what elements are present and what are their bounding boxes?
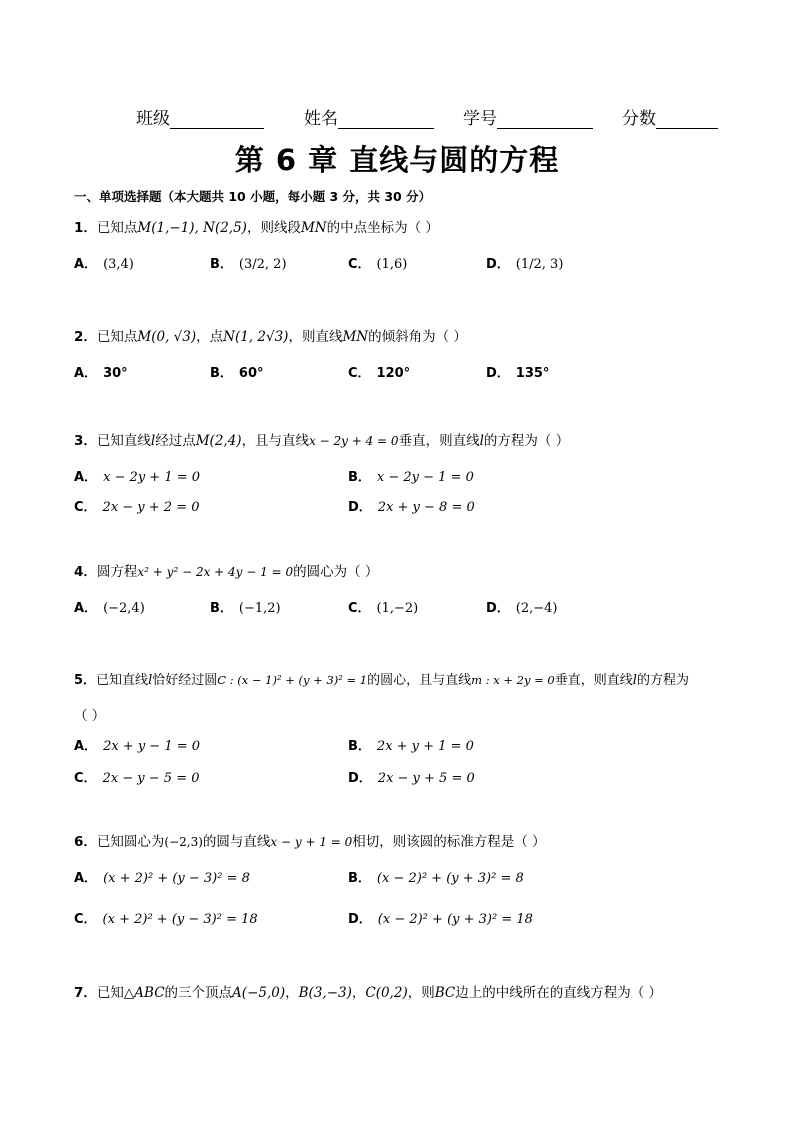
option-letter: B． <box>210 601 233 616</box>
question-text: 的圆心，且与直线 <box>367 673 472 688</box>
option-letter: A． <box>74 739 98 754</box>
question-2 <box>74 325 467 345</box>
question-text: ，则 <box>407 985 435 1001</box>
option-letter: D． <box>486 257 510 272</box>
option-d[interactable] <box>486 362 549 381</box>
option-letter: A． <box>74 470 98 485</box>
math-expr: C : (x − 1)² + (y + 3)² = 1 <box>217 673 368 687</box>
option-letter: B． <box>210 257 233 272</box>
score-blank[interactable] <box>656 110 718 129</box>
question-text: ，则线段 <box>246 220 301 236</box>
math-expr: l <box>148 673 153 688</box>
class-label: 班级 <box>136 109 170 129</box>
question-text: 垂直，则直线 <box>398 433 480 449</box>
question-text: ，且与直线 <box>241 433 310 449</box>
option-c[interactable] <box>348 597 418 616</box>
option-d[interactable] <box>486 253 563 272</box>
option-a[interactable] <box>74 253 134 272</box>
question-text: 已知点 <box>96 329 138 345</box>
option-letter: A． <box>74 366 98 381</box>
option-a[interactable] <box>74 735 200 754</box>
option-text: (x − 2)² + (y + 3)² = 8 <box>376 871 524 886</box>
question-text: 的圆心为（ ） <box>293 564 379 580</box>
option-text: (3,4) <box>103 257 134 272</box>
name-blank[interactable] <box>338 110 434 129</box>
math-expr: M(2,4) <box>195 433 242 449</box>
question-text: 恰好经过圆 <box>152 673 218 688</box>
question-text: 的方程为（ ） <box>483 433 570 449</box>
question-3 <box>74 429 569 449</box>
question-text: ， <box>351 985 366 1001</box>
question-number: 4． <box>74 564 97 580</box>
question-number: 2． <box>74 329 97 345</box>
option-text: (−1,2) <box>238 601 281 616</box>
option-text: (x + 2)² + (y − 3)² = 18 <box>102 912 258 927</box>
math-expr: MN <box>300 220 327 236</box>
math-expr: N(1, 2√3) <box>223 329 289 345</box>
math-expr: C(0,2) <box>365 985 408 1001</box>
math-expr: M(1,−1), N(2,5) <box>137 220 247 236</box>
option-text: 30° <box>103 366 128 381</box>
option-letter: B． <box>348 871 371 886</box>
question-text: 的三个顶点 <box>164 985 233 1001</box>
option-letter: B． <box>348 470 371 485</box>
option-a[interactable] <box>74 466 200 485</box>
math-expr: MN <box>342 329 369 345</box>
option-b[interactable] <box>210 597 281 616</box>
question-6 <box>74 830 546 850</box>
score-field <box>622 104 718 129</box>
question-7 <box>74 981 662 1001</box>
option-d[interactable] <box>486 597 558 616</box>
student-id-blank[interactable] <box>497 110 593 129</box>
question-text: ， <box>285 985 299 1001</box>
math-expr: BC <box>434 985 456 1001</box>
question-number: 5． <box>74 673 97 688</box>
option-b[interactable] <box>348 735 474 754</box>
option-text: (1/2, 3) <box>515 257 564 272</box>
option-b[interactable] <box>348 466 474 485</box>
math-expr: M(0, √3) <box>137 329 197 345</box>
question-text: 垂直，则直线 <box>554 673 633 688</box>
option-text: 2x − y + 5 = 0 <box>377 771 475 786</box>
name-label: 姓名 <box>304 109 338 129</box>
option-letter: C． <box>348 366 371 381</box>
option-text: (x − 2)² + (y + 3)² = 18 <box>377 912 533 927</box>
question-text: 的倾斜角为（ ） <box>368 329 467 345</box>
math-expr: B(3,−3) <box>298 985 352 1001</box>
question-4 <box>74 560 378 580</box>
math-expr: ABC <box>134 985 165 1001</box>
question-text: 边上的中线所在的直线方程为（ ） <box>455 985 663 1001</box>
option-text: x − 2y + 1 = 0 <box>103 470 201 485</box>
question-number: 7． <box>74 985 97 1001</box>
question-text: 的圆与直线 <box>202 834 271 850</box>
option-letter: C． <box>74 912 97 927</box>
option-letter: D． <box>348 500 372 515</box>
student-id-field <box>463 104 593 129</box>
question-5 <box>74 669 689 688</box>
question-text: 已知直线 <box>96 673 149 688</box>
math-expr: x − 2y + 4 = 0 <box>309 434 399 448</box>
section-heading: 一、单项选择题（本大题共 10 小题，每小题 3 分，共 30 分） <box>74 189 432 204</box>
option-letter: D． <box>348 771 372 786</box>
math-expr: x − y + 1 = 0 <box>270 835 353 849</box>
option-letter: D． <box>348 912 372 927</box>
option-text: (1,6) <box>376 257 408 272</box>
option-text: (2,−4) <box>515 601 558 616</box>
question-text: 已知点 <box>96 220 138 236</box>
option-letter: A． <box>74 257 98 272</box>
math-expr: x² + y² − 2x + 4y − 1 = 0 <box>137 565 294 579</box>
class-field <box>136 104 264 129</box>
option-text: (−2,4) <box>103 601 145 616</box>
class-blank[interactable] <box>170 110 264 129</box>
option-b[interactable] <box>210 253 287 272</box>
option-text: (1,−2) <box>376 601 419 616</box>
option-text: 2x − y − 5 = 0 <box>102 771 200 786</box>
option-letter: A． <box>74 871 98 886</box>
option-letter: C． <box>74 500 97 515</box>
option-a[interactable] <box>74 362 128 381</box>
option-letter: A． <box>74 601 98 616</box>
question-text: ，点 <box>196 329 224 345</box>
option-text: 2x + y − 1 = 0 <box>103 739 201 754</box>
option-text: 120° <box>376 366 411 381</box>
option-c[interactable] <box>74 767 200 786</box>
header-info-row <box>0 104 794 128</box>
option-c[interactable] <box>74 908 258 927</box>
question-text: 已知△ <box>96 985 135 1001</box>
option-c[interactable] <box>74 496 200 515</box>
option-text: 2x + y − 8 = 0 <box>377 500 475 515</box>
option-b[interactable] <box>210 362 264 381</box>
option-a[interactable] <box>74 597 145 616</box>
math-expr: A(−5,0) <box>232 985 286 1001</box>
option-text: (x + 2)² + (y − 3)² = 8 <box>103 871 250 886</box>
option-text: 2x + y + 1 = 0 <box>376 739 474 754</box>
option-d[interactable] <box>348 908 533 927</box>
question-text: 已知圆心为 <box>96 834 165 850</box>
math-expr: m : x + 2y = 0 <box>471 673 555 687</box>
option-text: (3/2, 2) <box>238 257 287 272</box>
option-letter: C． <box>348 257 371 272</box>
option-letter: B． <box>210 366 233 381</box>
math-expr: l <box>632 673 637 688</box>
option-c[interactable] <box>348 362 410 381</box>
option-letter: B． <box>348 739 371 754</box>
question-number: 6． <box>74 834 97 850</box>
math-expr: (−2,3) <box>164 835 203 849</box>
question-text: 经过点 <box>155 433 196 449</box>
question-1 <box>74 216 439 236</box>
option-a[interactable] <box>74 867 250 886</box>
student-id-label: 学号 <box>463 109 497 129</box>
question-text: ，则直线 <box>288 329 343 345</box>
math-expr: l <box>479 433 484 449</box>
math-expr: l <box>150 433 156 449</box>
question-text: 相切，则该圆的标准方程是（ ） <box>352 834 546 850</box>
question-number: 3． <box>74 433 97 449</box>
option-d[interactable] <box>348 496 475 515</box>
option-letter: D． <box>486 601 510 616</box>
question-text: 已知直线 <box>96 433 151 449</box>
option-b[interactable] <box>348 867 524 886</box>
option-text: 60° <box>238 366 264 381</box>
option-letter: C． <box>348 601 371 616</box>
option-c[interactable] <box>348 253 407 272</box>
option-text: x − 2y − 1 = 0 <box>376 470 474 485</box>
question-text: 的方程为 <box>636 673 689 688</box>
option-letter: C． <box>74 771 97 786</box>
name-field <box>304 104 434 129</box>
page-title: 第 6 章 直线与圆的方程 <box>234 143 560 177</box>
option-d[interactable] <box>348 767 475 786</box>
question-text: 的中点坐标为（ ） <box>326 220 439 236</box>
option-text: 135° <box>515 366 550 381</box>
option-letter: D． <box>486 366 510 381</box>
question-5-blank: （ ） <box>74 708 106 724</box>
question-text: 圆方程 <box>96 564 138 580</box>
score-label: 分数 <box>622 109 656 129</box>
question-number: 1． <box>74 220 97 236</box>
option-text: 2x − y + 2 = 0 <box>102 500 200 515</box>
